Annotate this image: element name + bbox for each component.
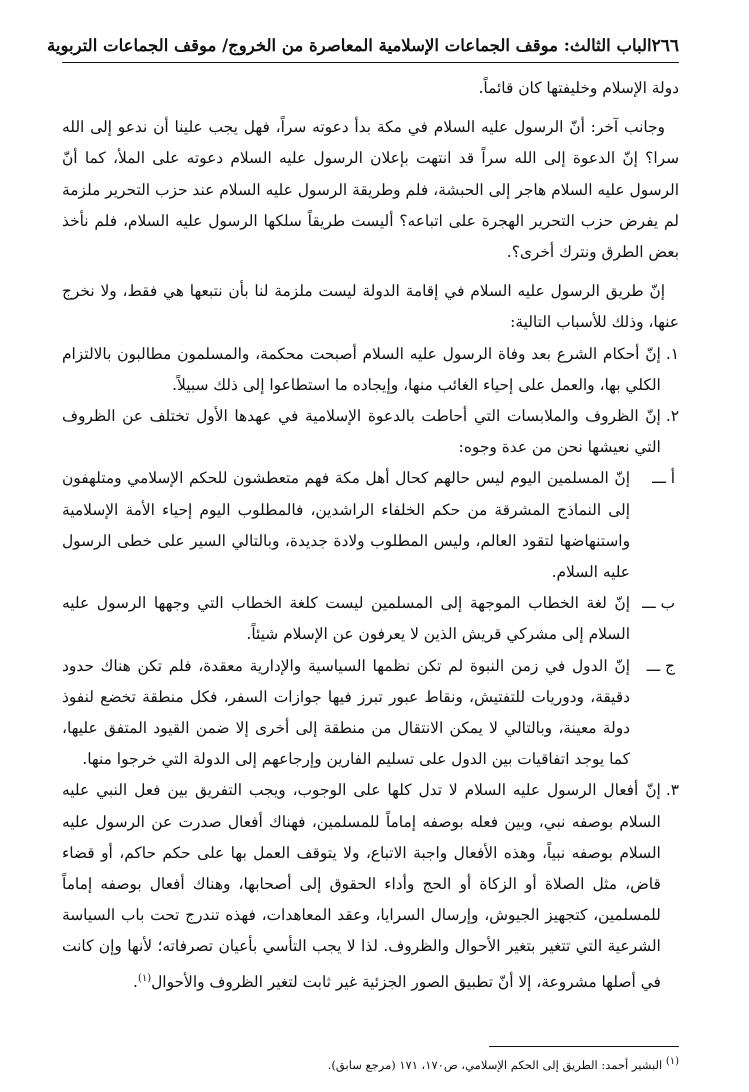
sub-list-item xyxy=(62,588,679,650)
sub-list-marker: ج ـــ xyxy=(646,656,675,675)
list-item-text: إنّ الظروف والملابسات التي أحاطت بالدعوة الإسلامية في عهدها الأول تختلف عن الظروف التي نعيشها نحن من عدة وجوه: xyxy=(62,407,661,457)
running-title: الباب الثالث: موقف الجماعات الإسلامية المعاصرة من الخروج/ موقف الجماعات التربوية xyxy=(47,36,652,55)
sub-list-item xyxy=(62,651,679,776)
paragraph: وجانب آخر: أنّ الرسول عليه السلام في مكة بدأ دعوته سراً، فهل يجب علينا أن ندعو إلى الله سرا؟ إنّ الدعوة إلى الله سراً قد انتهت بإعلان الرسول عليه السلام دعوته على الملأ، كما أنّ الرسول عليه السلام هاجر إلى الحبشة، فلم وطريقة الرسول عليه السلام عند حزب التحرير ملزمة لم يفرض حزب التحرير الهجرة على اتباعه؟ أليست طريقاً سلكها الرسول عليه السلام، فلم نأخذ بعض الطرق ونترك أخرى؟. xyxy=(62,118,679,262)
sub-list-marker: ب ـــ xyxy=(642,594,675,613)
list-item xyxy=(62,401,679,463)
sub-list-item-text: إنّ المسلمين اليوم ليس حالهم كحال أهل مكة فهم متعطشون للحكم الإسلامي ومتلهفون إلى النماذج المشرقة من حكم الخلفاء الراشدين، فالمطلوب اليوم إحياء الأمة الإسلامية واستنهاضها لتقود العالم، وليس المطلوب ولادة جديدة، وبالتالي السير على خطى الرسول عليه السلام. xyxy=(62,469,630,582)
list-marker: ٢. xyxy=(665,407,679,426)
sub-list-item-text: إنّ الدول في زمن النبوة لم تكن نظمها السياسية والإدارية معقدة، فلم تكن هناك حدود دقيقة، ودوريات للتفتيش، ونقاط عبور تبرز فيها جوازات السفر، فكل منطقة تخضع لنفوذ دولة معينة، وبالتالي لا يمكن الانتقال من منطقة إلى أخرى إلا ضمن القيود المتفق عليها، كما يوجد اتفاقيات بين الدول على تسليم الفارين وإرجاعهم إلى الدولة التي خرجوا منها. xyxy=(62,656,630,769)
footnote xyxy=(62,1056,679,1072)
paragraph: دولة الإسلام وخليفتها كان قائماً. xyxy=(478,79,679,97)
page-number: ٢٦٦ xyxy=(651,36,679,56)
footnote-divider xyxy=(489,1046,679,1047)
list-item xyxy=(62,775,679,998)
list-item-body: إنّ أفعال الرسول عليه السلام لا تدل كلها على الوجوب، ويجب التفريق بين فعل النبي عليه السلام بوصفه نبي، وبين فعله بوصفه إماماً للمسلمين، فهناك أفعال صدرت عن الرسول عليه السلام بوصفه نبياً، وهذه الأفعال واجبة الاتباع، ولا يتوقف العمل بها على حكم حاكم، أو قضاء قاض، مثل الصلاة أو الزكاة أو الحج وأداء الحقوق إلى أصحابها، وهناك أفعال بوصفه إماماً للمسلمين، كتجهيز الجيوش، وإرسال السرايا، وعقد المعاهدات، فهذه تندرج تحت باب السياسة الشرعية التي تتغير بتغير الأحوال والظروف. لذا لا يجب التأسي بأعيان تصرفاته؛ لأنها وإن كانت في أصلها مشروعة، إلا أنّ تطبيق الصور الجزئية غير ثابت لتغير الظروف والأحوال xyxy=(62,781,661,991)
book-page xyxy=(47,36,679,1072)
sub-list-marker: أ ـــ xyxy=(652,469,675,488)
list-marker: ٣. xyxy=(665,781,679,800)
footnote-text: البشير أحمد: الطريق إلى الحكم الإسلامي، ص١٧٠، ١٧١ (مرجع سابق). xyxy=(327,1057,663,1072)
list-item-text: إنّ أحكام الشرع بعد وفاة الرسول عليه السلام أصبحت محكمة، والمسلمون مطالبون بالالتزام الكلي بها، والعمل على إحياء الغائب منها، وإيجاده ما استطاعوا إلى ذلك سبيلاً. xyxy=(62,344,661,394)
list-item xyxy=(62,339,679,401)
list-item-text xyxy=(62,775,661,998)
sub-list-item-text: إنّ لغة الخطاب الموجهة إلى المسلمين ليست كلغة الخطاب التي وجهها الرسول عليه السلام إلى مشركي قريش الذين لا يعرفون عن الإسلام شيئاً. xyxy=(62,594,630,644)
list-item-end: . xyxy=(133,972,138,991)
list-marker: ١. xyxy=(665,344,679,363)
footnote-reference[interactable]: (١) xyxy=(137,972,152,984)
page-body xyxy=(62,73,679,998)
page-header xyxy=(47,36,679,63)
paragraph: إنّ طريق الرسول عليه السلام في إقامة الدولة ليست ملزمة لنا بأن نتبعها هي فقط، ولا نخرج عنها، وذلك للأسباب التالية: xyxy=(62,282,679,332)
sub-list-item xyxy=(62,463,679,588)
footnote-marker: (١) xyxy=(665,1056,679,1067)
